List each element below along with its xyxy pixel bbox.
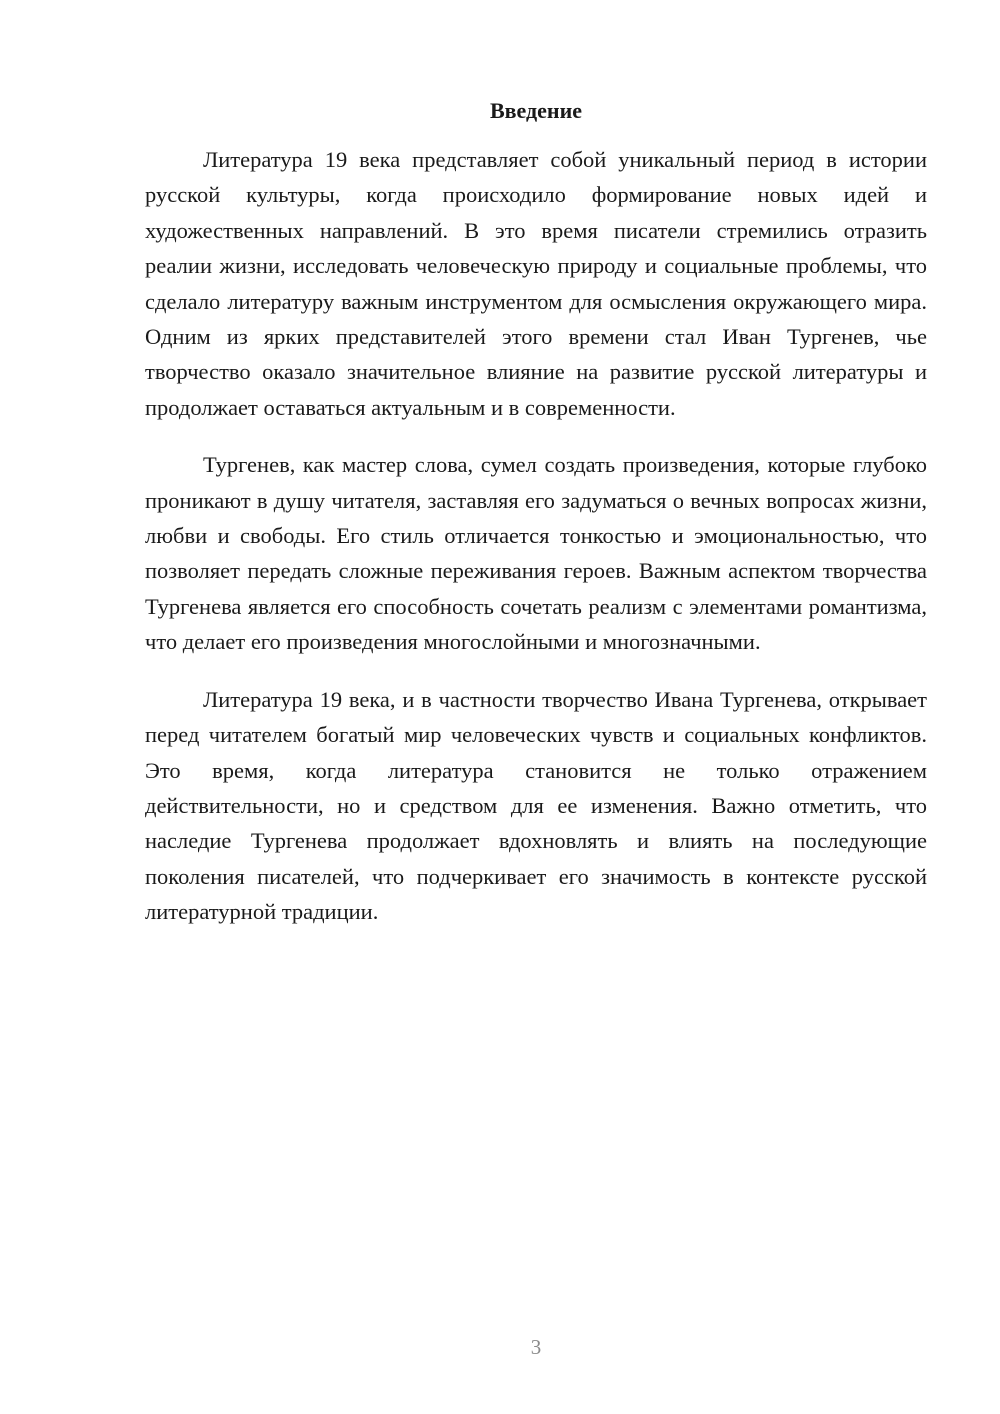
body-text <box>145 142 927 952</box>
paragraph-2: Тургенев, как мастер слова, сумел создать произведения, которые глубоко проникают в душу читателя, заставляя его задуматься о вечных вопросах жизни, любви и свободы. Его стиль отличается тонкостью и эмоциональностью, что позволяет передать сложные переживания героев. Важным аспектом творчества Тургенева является его способность сочетать реализм с элементами романтизма, что делает его произведения многослойными и многозначными. <box>145 452 927 655</box>
paragraph-3: Литература 19 века, и в частности творчество Ивана Тургенева, открывает перед читателем богатый мир человеческих чувств и социальных конфликтов. Это время, когда литература становится не только отражением действительности, но и средством для ее изменения. Важно отметить, что наследие Тургенева продолжает вдохновлять и влиять на последующие поколения писателей, что подчеркивает его значимость в контексте русской литературной традиции. <box>145 686 927 925</box>
paragraph-1: Литература 19 века представляет собой уникальный период в истории русской культуры, когда происходило формирование новых идей и художественных направлений. В это время писатели стремились отразить реалии жизни, исследовать человеческую природу и социальные проблемы, что сделало литературу важным инструментом для осмысления окружающего мира. Одним из ярких представителей этого времени стал Иван Тургенев, чье творчество оказало значительное влияние на развитие русской литературы и продолжает оставаться актуальным и в современности. <box>145 147 927 420</box>
page-number: 3 <box>530 1335 542 1359</box>
section-heading: Введение <box>489 98 583 123</box>
